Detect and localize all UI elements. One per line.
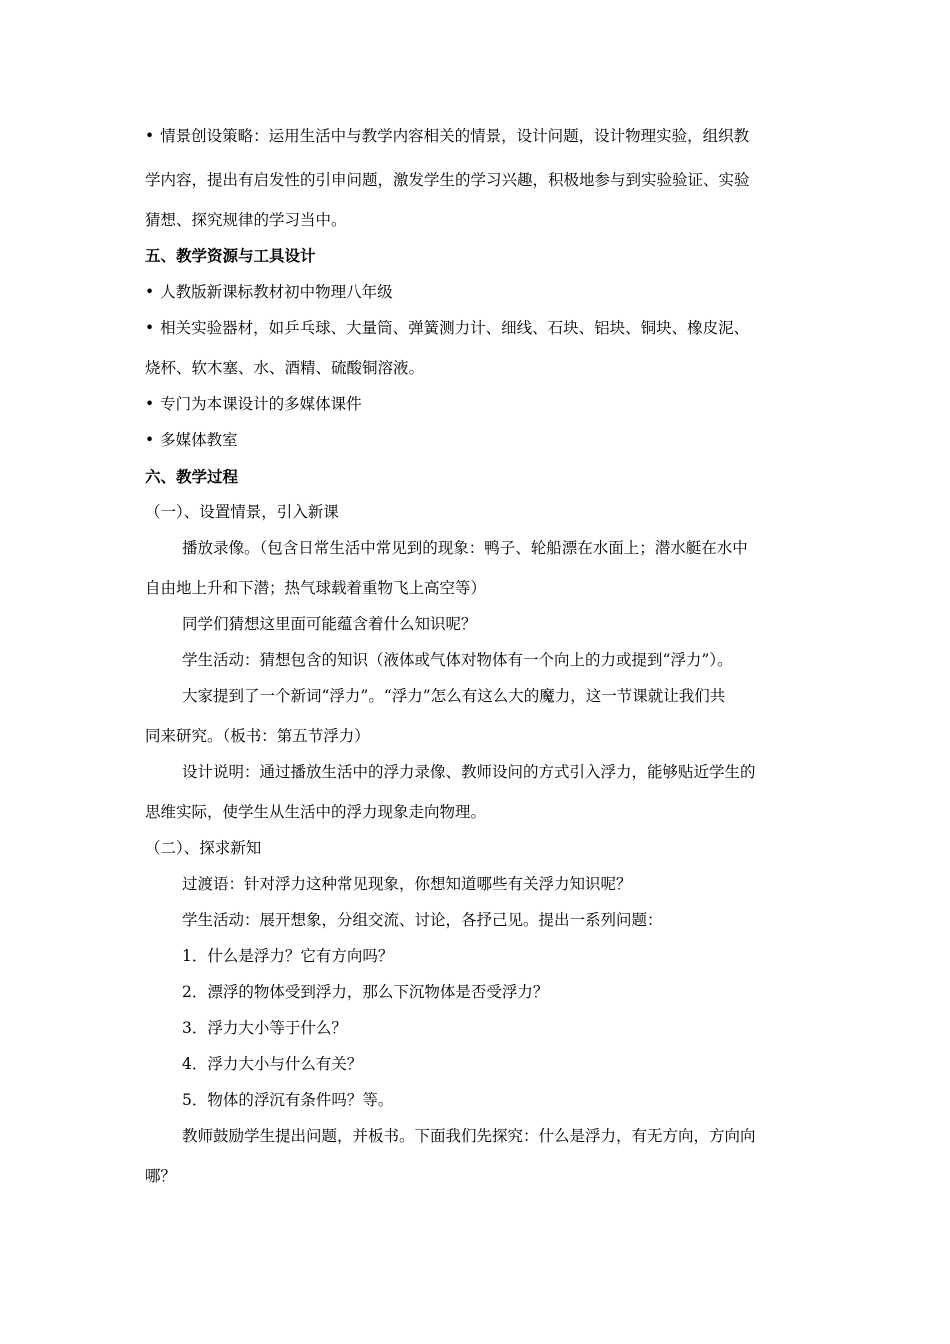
strategy-line-2: 学内容，提出有启发性的引申问题，激发学生的学习兴趣，积极地参与到实验验证、实验 (145, 171, 750, 189)
subsection-2-heading: （二）、探求新知 (145, 839, 262, 857)
paragraph-1-cont: 自由地上升和下潜；热气球载着重物飞上高空等） (145, 579, 487, 597)
resource-item-4: • 多媒体教室 (145, 431, 238, 449)
strategy-line-3: 猜想、探究规律的学习当中。 (145, 211, 347, 229)
resource-item-2-cont: 烧杯、软木塞、水、酒精、硫酸铜溶液。 (145, 359, 425, 377)
paragraph-7: 学生活动：展开想象，分组交流、讨论，各抒己见。提出一系列问题： (182, 911, 663, 929)
question-4: 4．浮力大小与什么有关？ (182, 1055, 363, 1073)
paragraph-3: 学生活动：猜想包含的知识（液体或气体对物体有一个向上的力或提到“浮力”）。 (182, 651, 733, 669)
bullet: • (145, 319, 155, 337)
subsection-1-heading: （一）、设置情景，引入新课 (145, 503, 339, 521)
strategy-line-1: • 情景创设策略：运用生活中与教学内容相关的情景，设计问题，设计物理实验，组织教 (145, 127, 750, 145)
paragraph-8: 教师鼓励学生提出问题，并板书。下面我们先探究：什么是浮力，有无方向，方向向 (182, 1127, 756, 1145)
question-1: 1．什么是浮力？它有方向吗？ (182, 947, 394, 965)
paragraph-2: 同学们猜想这里面可能蕴含着什么知识呢？ (182, 615, 477, 633)
bullet: • (145, 395, 155, 413)
paragraph-1: 播放录像。（包含日常生活中常见到的现象：鸭子、轮船漂在水面上；潜水艇在水中 (182, 539, 748, 557)
paragraph-5: 设计说明：通过播放生活中的浮力录像、教师设问的方式引入浮力，能够贴近学生的 (182, 763, 756, 781)
section-5-heading: 五、教学资源与工具设计 (145, 246, 316, 265)
paragraph-8-cont: 哪？ (145, 1167, 177, 1185)
question-5: 5．物体的浮沉有条件吗？等。 (182, 1091, 394, 1109)
bullet: • (145, 127, 155, 145)
bullet: • (145, 283, 155, 301)
paragraph-5-cont: 思维实际，使学生从生活中的浮力现象走向物理。 (145, 803, 487, 821)
paragraph-6: 过渡语：针对浮力这种常见现象，你想知道哪些有关浮力知识呢？ (182, 875, 632, 893)
resource-item-1: • 人教版新课标教材初中物理八年级 (145, 283, 393, 301)
section-6-heading: 六、教学过程 (145, 467, 239, 486)
resource-item-3: • 专门为本课设计的多媒体课件 (145, 395, 362, 413)
question-2: 2．漂浮的物体受到浮力，那么下沉物体是否受浮力？ (182, 983, 549, 1001)
resource-item-2: • 相关实验器材，如乒乓球、大量筒、弹簧测力计、细线、石块、铝块、铜块、橡皮泥、 (145, 319, 750, 337)
bullet: • (145, 431, 155, 449)
paragraph-4-cont: 同来研究。（板书：第五节浮力） (145, 727, 370, 745)
paragraph-4: 大家提到了一个新词“浮力”。“浮力”怎么有这么大的魔力，这一节课就让我们共 (182, 687, 726, 705)
question-3: 3．浮力大小等于什么？ (182, 1019, 347, 1037)
